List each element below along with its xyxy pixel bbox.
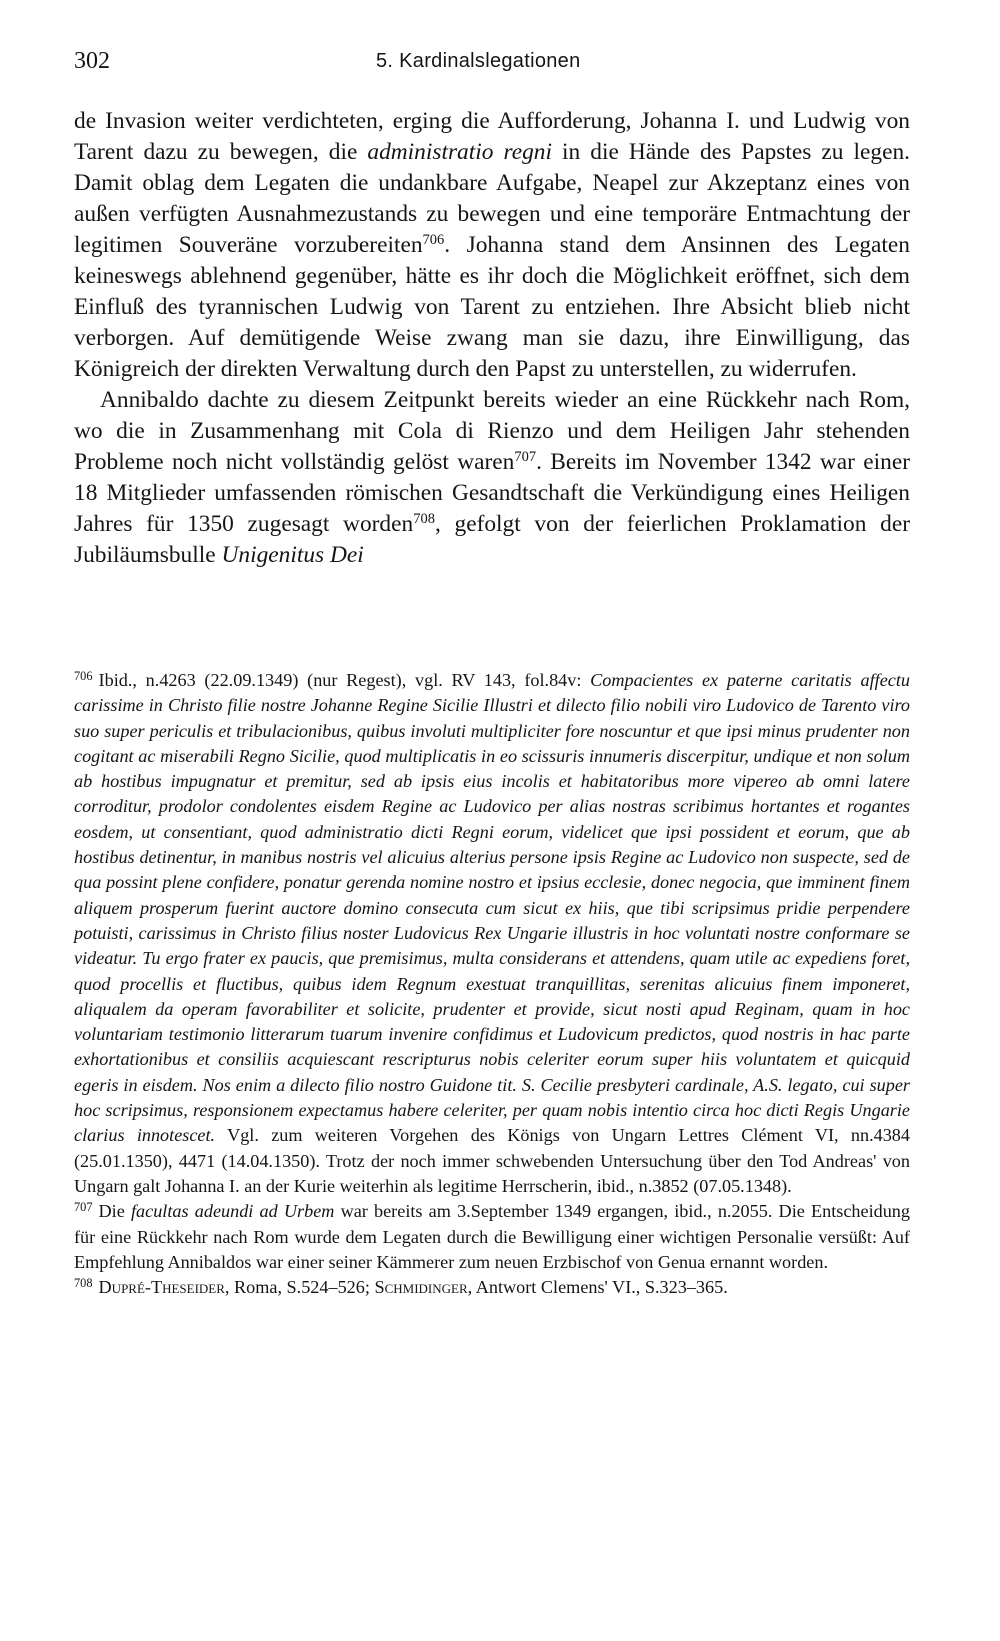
running-head: 5. Kardinalslegationen: [376, 50, 581, 72]
main-text: [74, 106, 910, 571]
paragraph-1: de Invasion weiter verdichteten, erging die Aufforderung, Johanna I. und Ludwig von Tarent dazu zu bewegen, die administratio regni in die Hände des Papstes zu legen. Damit oblag dem Legaten die undankbare Aufgabe, Neapel zur Akzeptanz eines von außen verfügten Ausnahmezustands zu bewegen und eine temporäre Entmachtung der legitimen Souveräne vorzubereiten$^{706}$. Johanna stand dem Ansinnen des Legaten keineswegs ablehnend gegenüber, hätte es ihr doch die Möglichkeit eröffnet, sich dem Einfluß des tyrannischen Ludwig von Tarent zu entziehen. Ihre Absicht blieb nicht verborgen. Auf demütigende Weise zwang man sie dazu, ihre Einwilligung, das Königreich der direkten Verwaltung durch den Papst zu unterstellen, zu widerrufen.: [74, 108, 911, 382]
page-number: 302: [74, 48, 110, 74]
footnote-707: $^{707}$ Die facultas adeundi ad Urbem war bereits am 3.September 1349 ergangen, ibid., n.2055. Die Entscheidung für eine Rückkehr nach Rom wurde dem Legaten durch die Bewilligung einer wichtigen Personalie versüßt: Auf Empfehlung Annibaldos war einer seiner Kämmerer zum neuen Erzbischof von Genua ernannt worden.: [74, 1200, 910, 1272]
footnote-ref-706[interactable]: 706: [422, 232, 445, 249]
latin-term: facultas adeundi ad Urbem: [130, 1201, 335, 1222]
footnote-706: $^{706}$ Ibid., n.4263 (22.09.1349) (nur Regest), vgl. RV 143, fol.84v: Compacientes ex paterne caritatis affectu carissime in Christo filie nostre Johanne Regine Sicilie Illustri et dilecto filio nobili viro Ludovico de Tarento viro suo super periculis et tribulacionibus, quibus involuti multipliciter fore noscuntur et que ipsi minus prudenter non cogitant ac miserabili Regno Sicilie, quod multiplicatis in eo scissuris innumeris discerpitur, undique et non solum ab hostibus impugnatur et premitur, sed ab ipsis eius incolis et habitatoribus more vipereo ab omni latere corroditur, prodolor condolentes eisdem Regine ac Ludovico per alias nostras scribimus hortantes et rogantes eosdem, ut consentiant, quod administratio dicti Regni eorum, videlicet que ipsi possident et eorum, que ab hostibus detinentur, in manibus nostris vel alicuius alterius persone ipsis Regine ac Ludovico non suspecte, sed de qua possint plene confidere, ponatur gerenda nomine nostro et ipsius ecclesie, donec negocia, que imminent finem aliquem prosperum fuerint auctore domino consecuta cum sicut ex hiis, que tibi scripsimus pridie perpendere potuisti, carissimus in Christo filius noster Ludovicus Rex Ungarie illustris in hoc voluntati nostre conformare se videatur. Tu ergo frater ex paucis, que premisimus, multa considerans et attendens, quam utile ac expediens foret, quod procellis et fluctibus, quibus idem Regnum exestuat tranquillitas, serenitas alicuius finem imponeret, aliqualem da operam favorabiliter et solicite, prudenter et provide, sicut nosti apud Reginam, quam in hoc voluntariam testimonio litterarum tuarum invenire confidimus et Ludovicum predictos, quod nostris in hac parte exhortationibus et consiliis acquiescant rescripturus nobis celeriter eorum super hiis voluntatem et quicquid egeris in eisdem. Nos enim a dilecto filio nostro Guidone tit. S. Cecilie presbyteri cardinale, A.S. legato, cui super hoc scripsimus, responsionem expectamus habere celeriter, per quam nobis intentio circa hoc dicti Regis Ungarie clarius innotescet. Vgl. zum weiteren Vorgehen des Königs von Ungarn Lettres Clément VI, nn.4384 (25.01.1350), 4471 (14.04.1350). Trotz der noch immer schwebenden Untersuchung über den Tod Andreas' von Ungarn galt Johanna I. an der Kurie weiterhin als legitime Herrscherin, ibid., n.3852 (07.05.1348).: [74, 668, 910, 1196]
footnote-number: 707: [74, 1200, 93, 1215]
footnotes: [74, 668, 910, 1300]
footnote-number: 708: [74, 1275, 93, 1290]
emphasis-bull-title: Unigenitus Dei: [221, 542, 364, 568]
author-name: Dupré-Theseider: [98, 1277, 225, 1298]
author-name: Schmidinger: [374, 1277, 468, 1298]
latin-quotation: Compacientes ex paterne caritatis affectu carissime in Christo filie nostre Johanne Regine Sicilie Illustri et dilecto filio nobili viro Ludovico de Tarento viro suo super periculis et tribulacionibus, quibus involuti multipliciter fore noscuntur et que ipsi minus prudenter non cogitant ac miserabili Regno Sicilie, quod multiplicatis in eo scissuris innumeris discerpitur, undique et non solum ab hostibus impugnatur et premitur, sed ab ipsis eius incolis et habitatoribus more vipereo ab omni latere corroditur, prodolor condolentes eisdem Regine ac Ludovico per alias nostras scribimus hortantes et rogantes eosdem, ut consentiant, quod administratio dicti Regni eorum, videlicet que ipsi possident et eorum, que ab hostibus detinentur, in manibus nostris vel alicuius alterius persone ipsis Regine ac Ludovico non suspecte, sed de qua possint plene confidere, ponatur gerenda nomine nostro et ipsius ecclesie, donec negocia, que imminent finem aliquem prosperum fuerint auctore domino consecuta cum sicut ex hiis, que tibi scripsimus pridie perpendere potuisti, carissimus in Christo filius noster Ludovicus Rex Ungarie illustris in hoc voluntati nostre conformare se videatur. Tu ergo frater ex paucis, que premisimus, multa considerans et attendens, quam utile ac expediens foret, quod procellis et fluctibus, quibus idem Regnum exestuat tranquillitas, serenitas alicuius finem imponeret, aliqualem da operam favorabiliter et solicite, prudenter et provide, sicut nosti apud Reginam, quam in hoc voluntariam testimonio litterarum tuarum invenire confidimus et Ludovicum predictos, quod nostris in hac parte exhortationibus et consiliis acquiescant rescripturus nobis celeriter eorum super hiis voluntatem et quicquid egeris in eisdem. Nos enim a dilecto filio nostro Guidone tit. S. Cecilie presbyteri cardinale, A.S. legato, cui super hoc scripsimus, responsionem expectamus habere celeriter, per quam nobis intentio circa hoc dicti Regis Ungarie clarius innotescet.: [74, 670, 910, 1146]
emphasis-administratio-regni: administratio regni: [367, 139, 552, 165]
paragraph-2: Annibaldo dachte zu diesem Zeitpunkt bereits wieder an eine Rückkehr nach Rom, wo die in Zusammenhang mit Cola di Rienzo und dem Heiligen Jahr stehenden Probleme noch nicht vollständig gelöst waren$^{707}$. Bereits im November 1342 war einer 18 Mitglieder umfassenden römischen Gesandtschaft die Verkündigung eines Heiligen Jahres für 1350 zugesagt worden$^{708}$, gefolgt von der feierlichen Proklamation der Jubiläumsbulle Unigenitus Dei: [74, 387, 910, 568]
page-header: [74, 48, 910, 78]
footnote-number: 706: [74, 668, 93, 683]
footnote-ref-707[interactable]: 707: [514, 449, 537, 466]
footnote-708: $^{708}$ Dupré-Theseider, Roma, S.524–526; Schmidinger, Antwort Clemens' VI., S.323–365.: [74, 1275, 728, 1298]
footnote-ref-708[interactable]: 708: [413, 511, 435, 528]
